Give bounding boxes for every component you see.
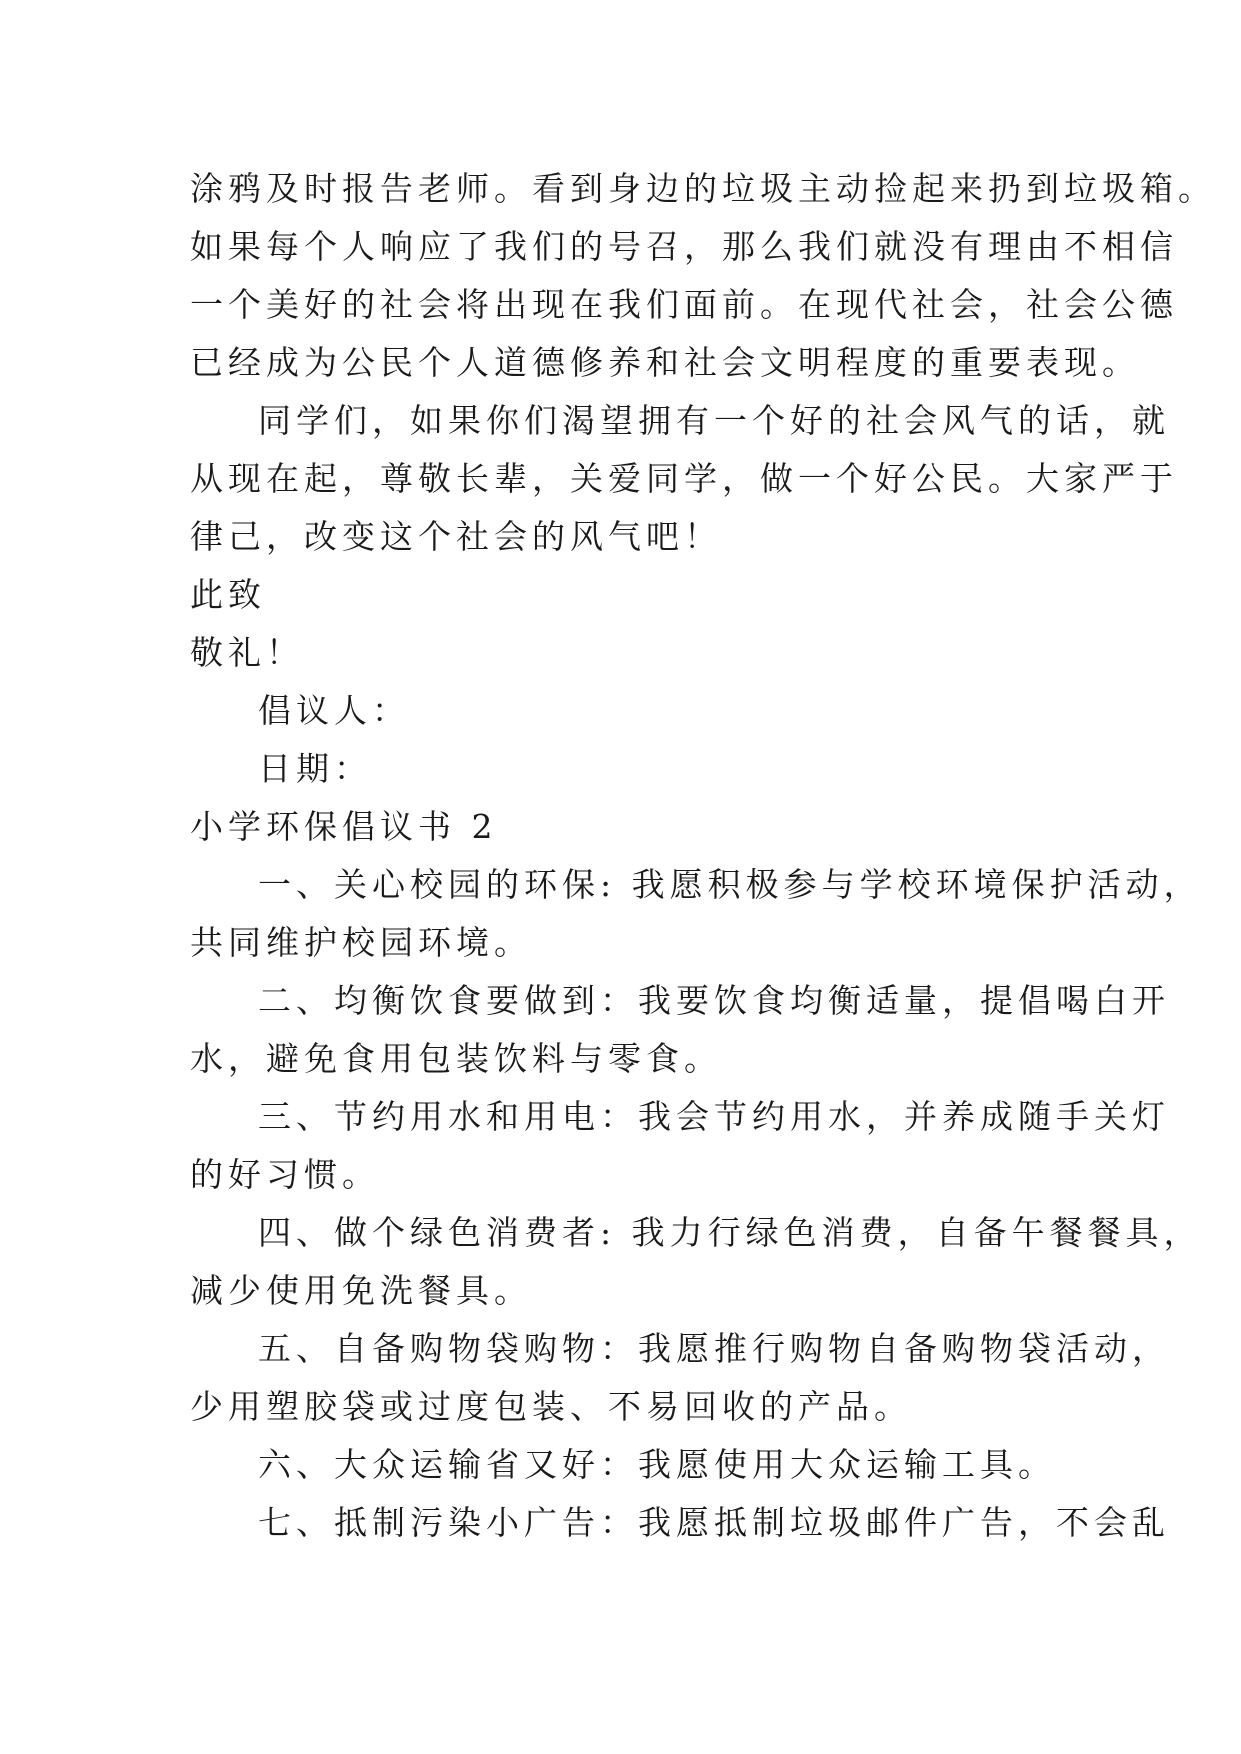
text-line: 四、做个绿色消费者: 我力行绿色消费，自备午餐餐具，	[258, 1213, 1202, 1252]
proposer-label: 倡议人：	[258, 691, 410, 730]
text-line: 六、大众运输省又好：我愿使用大众运输工具。	[258, 1445, 1056, 1484]
text-line: 五、自备购物袋购物：我愿推行购物自备购物袋活动，	[258, 1329, 1170, 1368]
closing-salutation: 此致	[190, 575, 266, 614]
closing-regards: 敬礼！	[190, 633, 304, 672]
text-line: 七、抵制污染小广告：我愿抵制垃圾邮件广告，不会乱	[258, 1503, 1170, 1542]
text-line: 二、均衡饮食要做到：我要饮食均衡适量，提倡喝白开	[258, 981, 1170, 1020]
text-line: 涂鸦及时报告老师。看到身边的垃圾主动捡起来扔到垃圾箱。	[190, 169, 1216, 208]
text-line: 的好习惯。	[190, 1155, 380, 1194]
text-line: 已经成为公民个人道德修养和社会文明程度的重要表现。	[190, 343, 1140, 382]
text-line: 少用塑胶袋或过度包装、不易回收的产品。	[190, 1387, 912, 1426]
text-line: 共同维护校园环境。	[190, 923, 532, 962]
text-line: 三、节约用水和用电：我会节约用水，并养成随手关灯	[258, 1097, 1170, 1136]
date-label: 日期：	[258, 749, 372, 788]
text-line: 一、关心校园的环保: 我愿积极参与学校环境保护活动，	[258, 865, 1202, 904]
text-line: 律己，改变这个社会的风气吧！	[190, 517, 722, 556]
text-line: 如果每个人响应了我们的号召，那么我们就没有理由不相信	[190, 227, 1178, 266]
text-line: 同学们，如果你们渴望拥有一个好的社会风气的话，就	[258, 401, 1170, 440]
text-line: 减少使用免洗餐具。	[190, 1271, 532, 1310]
text-line: 水，避免食用包装饮料与零食。	[190, 1039, 722, 1078]
document-body	[190, 160, 1216, 1552]
text-line: 从现在起，尊敬长辈，关爱同学，做一个好公民。大家严于	[190, 459, 1178, 498]
text-line: 一个美好的社会将出现在我们面前。在现代社会，社会公德	[190, 285, 1178, 324]
section-title: 小学环保倡议书 2	[190, 807, 498, 846]
